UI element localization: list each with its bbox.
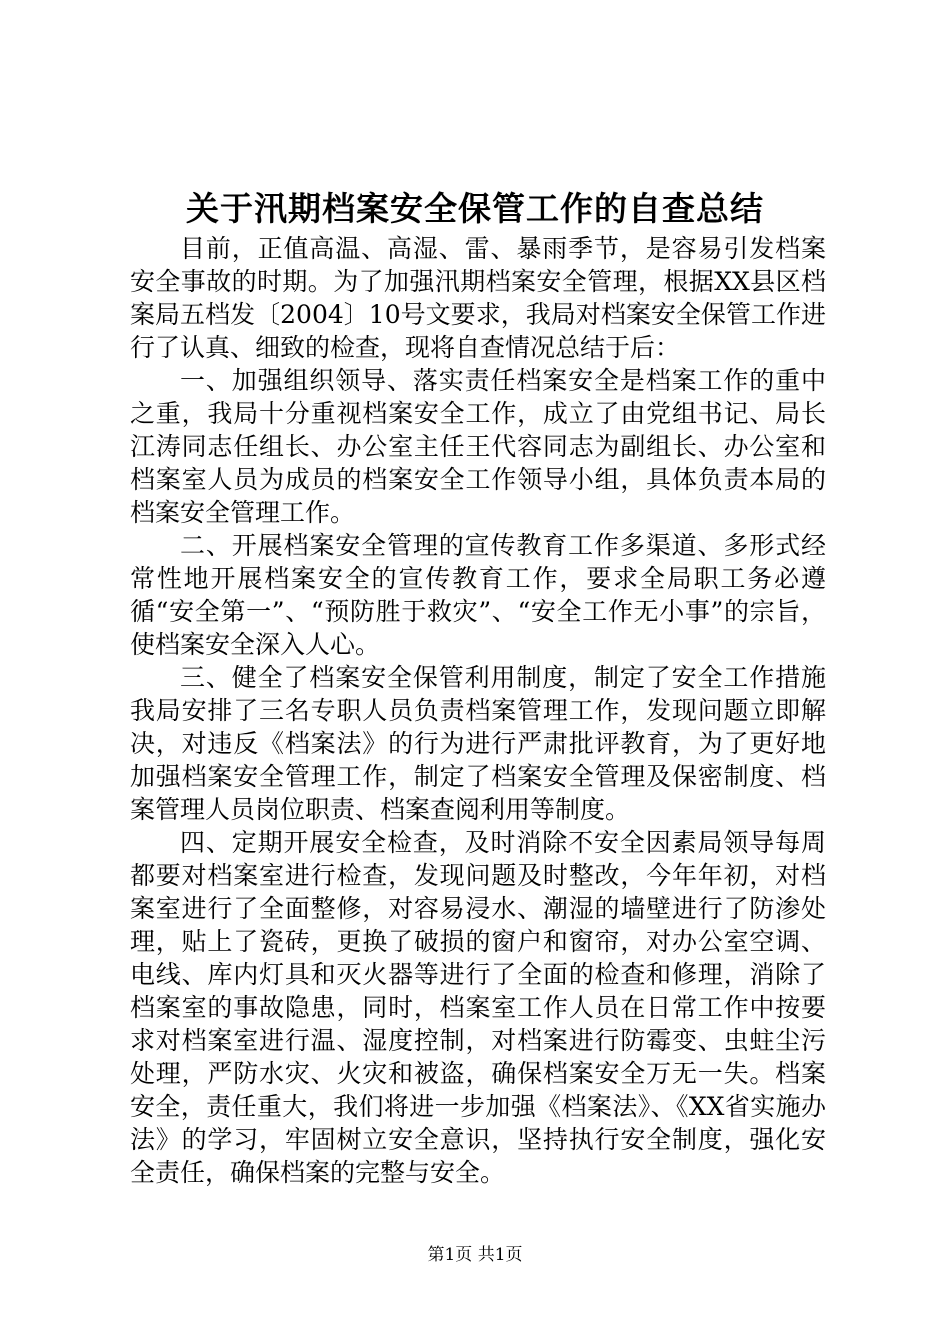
paragraph-section-1: 一、加强组织领导、落实责任档案安全是档案工作的重中之重，我局十分重视档案安全工作，成立了由党组书记、局长江涛同志任组长、办公室主任王代容同志为副组长、办公室和档案室人员为成员的档案安全工作领导小组，具体负责本局的档案安全管理工作。 xyxy=(130,366,826,527)
document-body xyxy=(130,232,826,1189)
page-number-footer: 第1页 共1页 xyxy=(427,1245,523,1265)
paragraph-section-3: 三、健全了档案安全保管利用制度，制定了安全工作措施我局安排了三名专职人员负责档案管理工作，发现问题立即解决，对违反《档案法》的行为进行严肃批评教育，为了更好地加强档案安全管理工作，制定了档案安全管理及保密制度、档案管理人员岗位职责、档案查阅利用等制度。 xyxy=(130,663,826,824)
paragraph-intro: 目前，正值高温、高湿、雷、暴雨季节，是容易引发档案安全事故的时期。为了加强汛期档案安全管理，根据XX县区档案局五档发〔2004〕10号文要求，我局对档案安全保管工作进行了认真、细致的检查，现将自查情况总结于后： xyxy=(130,234,826,362)
paragraph-section-2: 二、开展档案安全管理的宣传教育工作多渠道、多形式经常性地开展档案安全的宣传教育工作，要求全局职工务必遵循“安全第一”、“预防胜于救灾”、“安全工作无小事”的宗旨，使档案安全深入人心。 xyxy=(130,531,826,659)
paragraph-section-4: 四、定期开展安全检查，及时消除不安全因素局领导每周都要对档案室进行检查，发现问题及时整改，今年年初，对档案室进行了全面整修，对容易浸水、潮湿的墙壁进行了防渗处理，贴上了瓷砖，更换了破损的窗户和窗帘，对办公室空调、电线、库内灯具和灭火器等进行了全面的检查和修理，消除了档案室的事故隐患，同时，档案室工作人员在日常工作中按要求对档案室进行温、湿度控制，对档案进行防霉变、虫蛀尘污处理，严防水灾、火灾和被盗，确保档案安全万无一失。档案安全，责任重大，我们将进一步加强《档案法》、《XX省实施办法》的学习，牢固树立安全意识，坚持执行安全制度，强化安全责任，确保档案的完整与安全。 xyxy=(130,828,826,1187)
document-title: 关于汛期档案安全保管工作的自查总结 xyxy=(186,189,764,228)
